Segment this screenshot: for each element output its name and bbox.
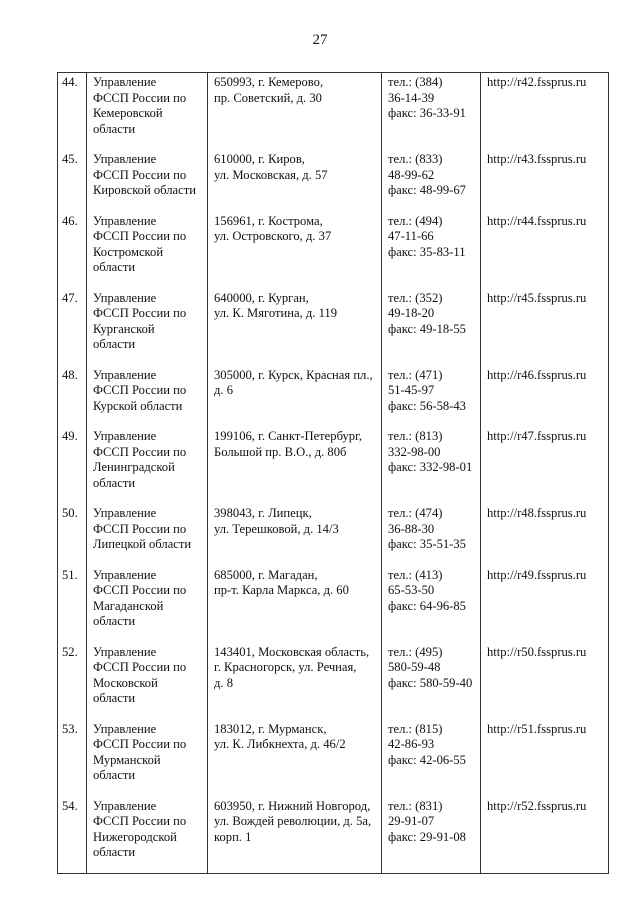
office-phone: тел.: (474) 36-88-30 факс: 35-51-35 xyxy=(382,504,481,566)
office-website: http://r47.fssprus.ru xyxy=(481,427,609,504)
office-name: Управление ФССП России по Кировской области xyxy=(87,150,208,212)
office-address: 183012, г. Мурманск, ул. К. Либкнехта, д. 46/2 xyxy=(208,720,382,797)
office-phone: тел.: (815) 42-86-93 факс: 42-06-55 xyxy=(382,720,481,797)
office-address: 640000, г. Курган, ул. К. Мяготина, д. 119 xyxy=(208,289,382,366)
row-number: 46. xyxy=(58,212,87,289)
row-number: 49. xyxy=(58,427,87,504)
office-phone: тел.: (833) 48-99-62 факс: 48-99-67 xyxy=(382,150,481,212)
page-number: 27 xyxy=(312,32,328,48)
office-name: Управление ФССП России по Мурманской области xyxy=(87,720,208,797)
table-row xyxy=(58,566,609,643)
office-website: http://r50.fssprus.ru xyxy=(481,643,609,720)
office-website: http://r52.fssprus.ru xyxy=(481,797,609,874)
fssp-offices-table xyxy=(57,72,609,874)
office-website: http://r51.fssprus.ru xyxy=(481,720,609,797)
row-number: 50. xyxy=(58,504,87,566)
table-row xyxy=(58,720,609,797)
office-phone: тел.: (813) 332-98-00 факс: 332-98-01 xyxy=(382,427,481,504)
office-website: http://r43.fssprus.ru xyxy=(481,150,609,212)
row-number: 51. xyxy=(58,566,87,643)
office-phone: тел.: (471) 51-45-97 факс: 56-58-43 xyxy=(382,366,481,428)
office-address: 603950, г. Нижний Новгород, ул. Вождей революции, д. 5а, корп. 1 xyxy=(208,797,382,874)
office-name: Управление ФССП России по Кемеровской области xyxy=(87,73,208,151)
office-name: Управление ФССП России по Нижегородской области xyxy=(87,797,208,874)
office-phone: тел.: (384) 36-14-39 факс: 36-33-91 xyxy=(382,73,481,151)
office-name: Управление ФССП России по Липецкой области xyxy=(87,504,208,566)
table-row xyxy=(58,504,609,566)
table-row xyxy=(58,366,609,428)
office-phone: тел.: (495) 580-59-48 факс: 580-59-40 xyxy=(382,643,481,720)
row-number: 52. xyxy=(58,643,87,720)
office-address: 156961, г. Кострома, ул. Островского, д. 37 xyxy=(208,212,382,289)
office-website: http://r48.fssprus.ru xyxy=(481,504,609,566)
office-address: 143401, Московская область, г. Красногорск, ул. Речная, д. 8 xyxy=(208,643,382,720)
office-website: http://r42.fssprus.ru xyxy=(481,73,609,151)
row-number: 47. xyxy=(58,289,87,366)
table-row xyxy=(58,212,609,289)
office-phone: тел.: (831) 29-91-07 факс: 29-91-08 xyxy=(382,797,481,874)
row-number: 53. xyxy=(58,720,87,797)
table-row xyxy=(58,150,609,212)
table-row xyxy=(58,797,609,874)
office-address: 398043, г. Липецк, ул. Терешковой, д. 14/3 xyxy=(208,504,382,566)
table-row xyxy=(58,427,609,504)
row-number: 45. xyxy=(58,150,87,212)
table-row xyxy=(58,643,609,720)
office-website: http://r46.fssprus.ru xyxy=(481,366,609,428)
office-website: http://r44.fssprus.ru xyxy=(481,212,609,289)
office-name: Управление ФССП России по Костромской области xyxy=(87,212,208,289)
office-address: 305000, г. Курск, Красная пл., д. 6 xyxy=(208,366,382,428)
office-phone: тел.: (413) 65-53-50 факс: 64-96-85 xyxy=(382,566,481,643)
office-name: Управление ФССП России по Курской области xyxy=(87,366,208,428)
office-address: 199106, г. Санкт-Петербург, Большой пр. В.О., д. 80б xyxy=(208,427,382,504)
table-row xyxy=(58,289,609,366)
row-number: 44. xyxy=(58,73,87,151)
office-name: Управление ФССП России по Московской области xyxy=(87,643,208,720)
office-website: http://r49.fssprus.ru xyxy=(481,566,609,643)
office-phone: тел.: (494) 47-11-66 факс: 35-83-11 xyxy=(382,212,481,289)
office-address: 610000, г. Киров, ул. Московская, д. 57 xyxy=(208,150,382,212)
office-website: http://r45.fssprus.ru xyxy=(481,289,609,366)
office-name: Управление ФССП России по Курганской области xyxy=(87,289,208,366)
office-address: 650993, г. Кемерово, пр. Советский, д. 30 xyxy=(208,73,382,151)
office-phone: тел.: (352) 49-18-20 факс: 49-18-55 xyxy=(382,289,481,366)
office-name: Управление ФССП России по Ленинградской области xyxy=(87,427,208,504)
office-address: 685000, г. Магадан, пр-т. Карла Маркса, д. 60 xyxy=(208,566,382,643)
row-number: 48. xyxy=(58,366,87,428)
row-number: 54. xyxy=(58,797,87,874)
table-row xyxy=(58,73,609,151)
office-name: Управление ФССП России по Магаданской области xyxy=(87,566,208,643)
